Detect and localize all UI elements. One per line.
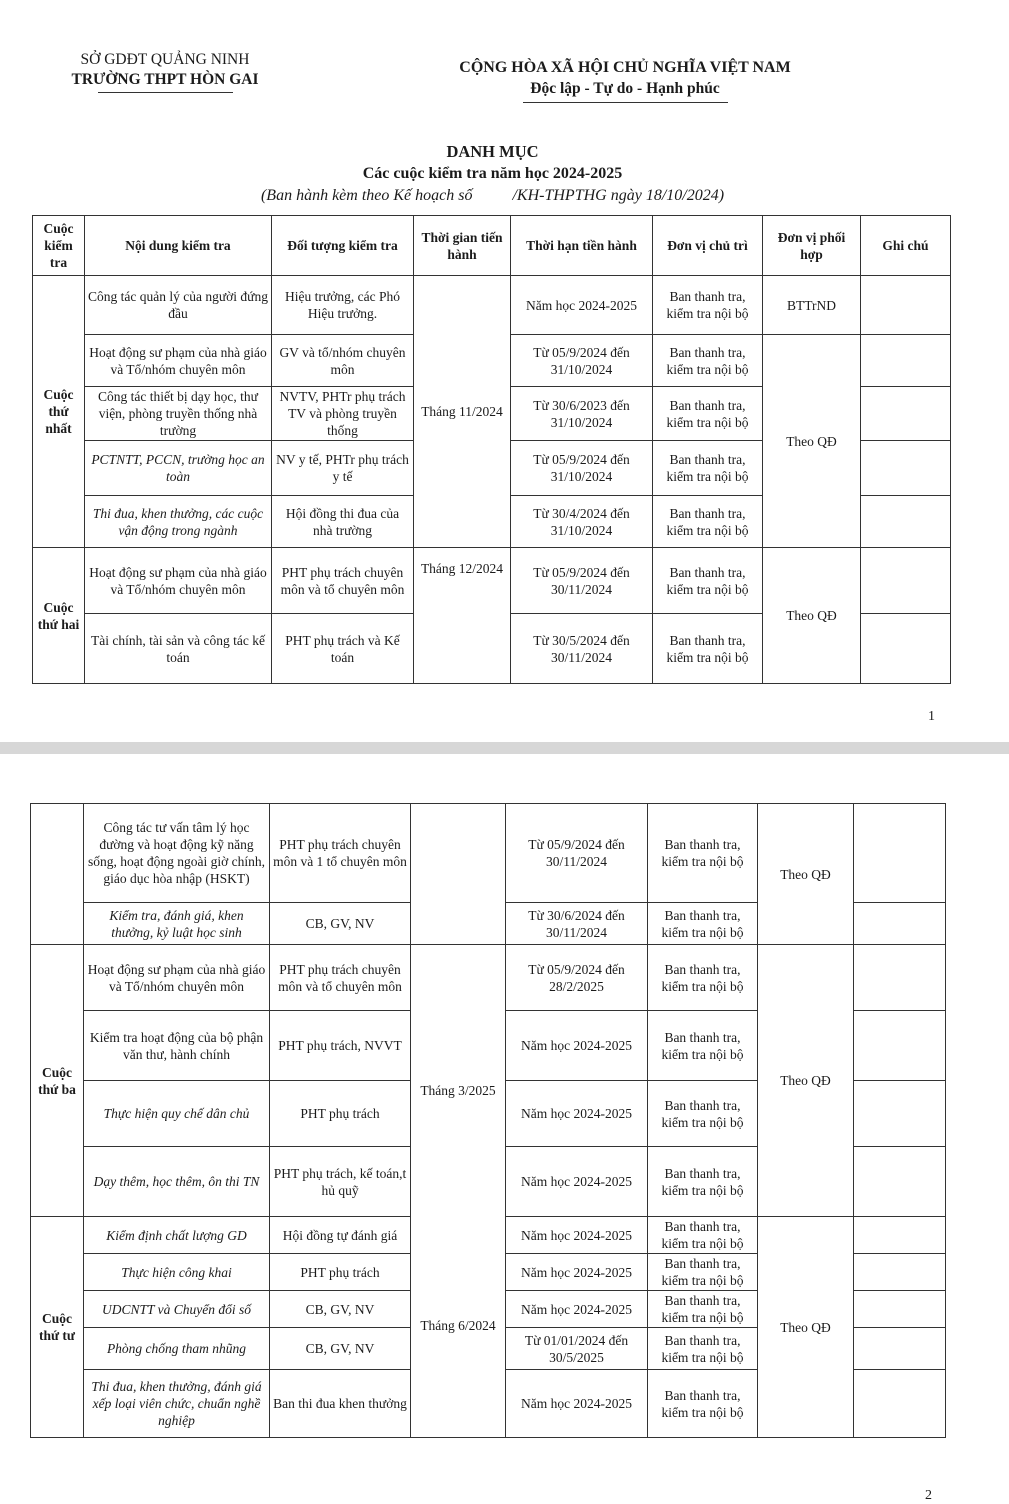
row-content: PCTNTT, PCCN, trường học an toàn — [85, 441, 272, 496]
inspection-table-page-2 — [30, 803, 946, 1438]
row-period: Năm học 2024-2025 — [506, 1291, 648, 1328]
row-target: PHT phụ trách chuyên môn và 1 tổ chuyên môn — [270, 804, 411, 903]
page-number-2: 2 — [925, 1488, 932, 1503]
row-content: Tài chính, tài sản và công tác kế toán — [85, 614, 272, 684]
row-note — [861, 496, 951, 548]
header-national — [420, 57, 830, 103]
header-organization — [40, 50, 290, 93]
row-period: Năm học 2024-2025 — [506, 1370, 648, 1438]
round-3-4-time-column — [411, 945, 506, 1438]
col-header-note: Ghi chú — [861, 216, 951, 276]
row-lead: Ban thanh tra, kiểm tra nội bộ — [648, 1217, 758, 1254]
inspection-table-page-1 — [32, 215, 951, 684]
round-4-time: Tháng 6/2024 — [420, 1318, 496, 1333]
row-note — [854, 1147, 946, 1217]
row-lead: Ban thanh tra, kiểm tra nội bộ — [653, 548, 763, 614]
row-period: Năm học 2024-2025 — [511, 276, 653, 335]
document-reference: (Ban hành kèm theo Kế hoạch số /KH-THPTHG ngày 18/10/2024) — [260, 187, 725, 204]
row-period: Từ 05/9/2024 đến 28/2/2025 — [506, 945, 648, 1011]
col-header-target: Đối tượng kiểm tra — [272, 216, 414, 276]
row-content: Thực hiện quy chế dân chủ — [84, 1081, 270, 1147]
row-period: Từ 05/9/2024 đến 30/11/2024 — [506, 804, 648, 903]
row-target: CB, GV, NV — [270, 1291, 411, 1328]
round-3-label: Cuộc thứ ba — [31, 945, 84, 1217]
row-period: Năm học 2024-2025 — [506, 1081, 648, 1147]
row-lead: Ban thanh tra, kiểm tra nội bộ — [648, 804, 758, 903]
row-lead: Ban thanh tra, kiểm tra nội bộ — [648, 945, 758, 1011]
row-note — [854, 1291, 946, 1328]
row-note — [854, 903, 946, 945]
table-row — [33, 548, 951, 614]
row-target: PHT phụ trách chuyên môn và tổ chuyên môn — [270, 945, 411, 1011]
row-lead: Ban thanh tra, kiểm tra nội bộ — [653, 335, 763, 387]
row-content: Thi đua, khen thưởng, các cuộc vận động trong ngành — [85, 496, 272, 548]
col-header-coord: Đơn vị phối hợp — [763, 216, 861, 276]
col-header-period: Thời hạn tiền hành — [511, 216, 653, 276]
row-note — [861, 335, 951, 387]
row-lead: Ban thanh tra, kiểm tra nội bộ — [648, 1328, 758, 1370]
round-1-coord: Theo QĐ — [763, 335, 861, 548]
row-content: Thi đua, khen thưởng, đánh giá xếp loại viên chức, chuẩn nghề nghiệp — [84, 1370, 270, 1438]
row-note — [861, 441, 951, 496]
row-lead: Ban thanh tra, kiểm tra nội bộ — [653, 276, 763, 335]
row-target: Hội đồng thi đua của nhà trường — [272, 496, 414, 548]
row-content: Dạy thêm, học thêm, ôn thi TN — [84, 1147, 270, 1217]
row-note — [861, 276, 951, 335]
row-lead: Ban thanh tra, kiểm tra nội bộ — [648, 1081, 758, 1147]
row-lead: Ban thanh tra, kiểm tra nội bộ — [648, 1011, 758, 1081]
round-1-time: Tháng 11/2024 — [414, 276, 511, 548]
row-content: Kiểm tra hoạt động của bộ phận văn thư, hành chính — [84, 1011, 270, 1081]
row-target: CB, GV, NV — [270, 903, 411, 945]
row-content: Công tác quản lý của người đứng đầu — [85, 276, 272, 335]
round-4-label: Cuộc thứ tư — [31, 1217, 84, 1438]
row-target: PHT phụ trách, kế toán,t hủ quỹ — [270, 1147, 411, 1217]
row-target: PHT phụ trách — [270, 1081, 411, 1147]
col-header-round: Cuộc kiểm tra — [33, 216, 85, 276]
table-row — [33, 276, 951, 335]
row-target: CB, GV, NV — [270, 1328, 411, 1370]
row-content: Hoạt động sư phạm của nhà giáo và Tổ/nhóm chuyên môn — [85, 548, 272, 614]
row-note — [861, 387, 951, 441]
row-lead: Ban thanh tra, kiểm tra nội bộ — [648, 1291, 758, 1328]
round-3-time: Tháng 3/2025 — [420, 1083, 496, 1098]
row-content: Hoạt động sư phạm của nhà giáo và Tổ/nhóm chuyên môn — [84, 945, 270, 1011]
row-lead: Ban thanh tra, kiểm tra nội bộ — [648, 903, 758, 945]
row-lead: Ban thanh tra, kiểm tra nội bộ — [648, 1254, 758, 1291]
row-content: Thực hiện công khai — [84, 1254, 270, 1291]
table-header-row — [33, 216, 951, 276]
page-separator — [0, 742, 1009, 754]
row-content: Công tác thiết bị dạy học, thư viện, phòng truyền thống nhà trường — [85, 387, 272, 441]
row-note — [854, 945, 946, 1011]
row-period: Năm học 2024-2025 — [506, 1147, 648, 1217]
round-2-continued — [31, 804, 84, 945]
row-period: Từ 05/9/2024 đến 31/10/2024 — [511, 441, 653, 496]
row-content: Hoạt động sư phạm của nhà giáo và Tổ/nhóm chuyên môn — [85, 335, 272, 387]
row-target: NVTV, PHTr phụ trách TV và phòng truyền thống — [272, 387, 414, 441]
row-period: Từ 30/5/2024 đến 30/11/2024 — [511, 614, 653, 684]
row-lead: Ban thanh tra, kiểm tra nội bộ — [653, 614, 763, 684]
row-period: Từ 01/01/2024 đến 30/5/2025 — [506, 1328, 648, 1370]
row-target: Hiệu trưởng, các Phó Hiệu trưởng. — [272, 276, 414, 335]
round-1-label: Cuộc thứ nhất — [33, 276, 85, 548]
col-header-content: Nội dung kiểm tra — [85, 216, 272, 276]
row-note — [854, 1011, 946, 1081]
row-lead: Ban thanh tra, kiểm tra nội bộ — [653, 441, 763, 496]
row-target: PHT phụ trách chuyên môn và tổ chuyên môn — [272, 548, 414, 614]
row-target: PHT phụ trách — [270, 1254, 411, 1291]
round-2-time-continued — [411, 804, 506, 945]
org-name: SỞ GDĐT QUẢNG NINH — [80, 51, 250, 68]
row-period: Năm học 2024-2025 — [506, 1254, 648, 1291]
round-3-coord: Theo QĐ — [758, 945, 854, 1217]
row-note — [854, 1217, 946, 1254]
row-content: Kiểm định chất lượng GD — [84, 1217, 270, 1254]
row-note — [854, 1328, 946, 1370]
row-note — [861, 548, 951, 614]
row-target: Hội đồng tự đánh giá — [270, 1217, 411, 1254]
school-name: TRƯỜNG THPT HÒN GAI — [71, 71, 259, 88]
page-number-1: 1 — [928, 709, 935, 724]
col-header-time: Thời gian tiến hành — [414, 216, 511, 276]
row-lead: Ban thanh tra, kiểm tra nội bộ — [648, 1147, 758, 1217]
document-subtitle: Các cuộc kiểm tra năm học 2024-2025 — [362, 165, 623, 182]
row-period: Năm học 2024-2025 — [506, 1011, 648, 1081]
document-title: DANH MỤC — [446, 142, 539, 161]
round-2-coord-continued: Theo QĐ — [758, 804, 854, 945]
row-period: Từ 05/9/2024 đến 31/10/2024 — [511, 335, 653, 387]
row-period: Từ 30/6/2024 đến 30/11/2024 — [506, 903, 648, 945]
motto-underline — [523, 102, 728, 103]
row-content: UDCNTT và Chuyển đổi số — [84, 1291, 270, 1328]
row-period: Từ 05/9/2024 đến 30/11/2024 — [511, 548, 653, 614]
round-2-coord: Theo QĐ — [763, 548, 861, 684]
row-content: Công tác tư vấn tâm lý học đường và hoạt động kỹ năng sống, hoạt động ngoài giờ chính, giáo dục hòa nhập (HSKT) — [84, 804, 270, 903]
table-row — [31, 945, 946, 1011]
row-note — [854, 1081, 946, 1147]
row-period: Từ 30/6/2023 đến 31/10/2024 — [511, 387, 653, 441]
document-page-1 — [0, 0, 1009, 742]
row-note — [861, 614, 951, 684]
row-target: PHT phụ trách, NVVT — [270, 1011, 411, 1081]
row-content: Phòng chống tham nhũng — [84, 1328, 270, 1370]
row-target: NV y tế, PHTr phụ trách y tế — [272, 441, 414, 496]
row-note — [854, 1254, 946, 1291]
round-4-coord: Theo QĐ — [758, 1217, 854, 1438]
row-lead: Ban thanh tra, kiểm tra nội bộ — [653, 496, 763, 548]
row-target: GV và tổ/nhóm chuyên môn — [272, 335, 414, 387]
row-lead: Ban thanh tra, kiểm tra nội bộ — [653, 387, 763, 441]
table-row — [31, 804, 946, 903]
row-target: Ban thi đua khen thưởng — [270, 1370, 411, 1438]
row-coord: BTTrND — [763, 276, 861, 335]
row-period: Từ 30/4/2024 đến 31/10/2024 — [511, 496, 653, 548]
row-note — [854, 1370, 946, 1438]
round-2-time: Tháng 12/2024 — [414, 548, 511, 684]
national-motto: Độc lập - Tự do - Hạnh phúc — [530, 80, 720, 97]
row-lead: Ban thanh tra, kiểm tra nội bộ — [648, 1370, 758, 1438]
col-header-lead: Đơn vị chủ trì — [653, 216, 763, 276]
school-underline — [98, 92, 233, 93]
country-name: CỘNG HÒA XÃ HỘI CHỦ NGHĨA VIỆT NAM — [459, 59, 791, 76]
row-note — [854, 804, 946, 903]
row-period: Năm học 2024-2025 — [506, 1217, 648, 1254]
round-2-label: Cuộc thứ hai — [33, 548, 85, 684]
row-target: PHT phụ trách và Kế toán — [272, 614, 414, 684]
row-content: Kiểm tra, đánh giá, khen thưởng, kỷ luật học sinh — [84, 903, 270, 945]
